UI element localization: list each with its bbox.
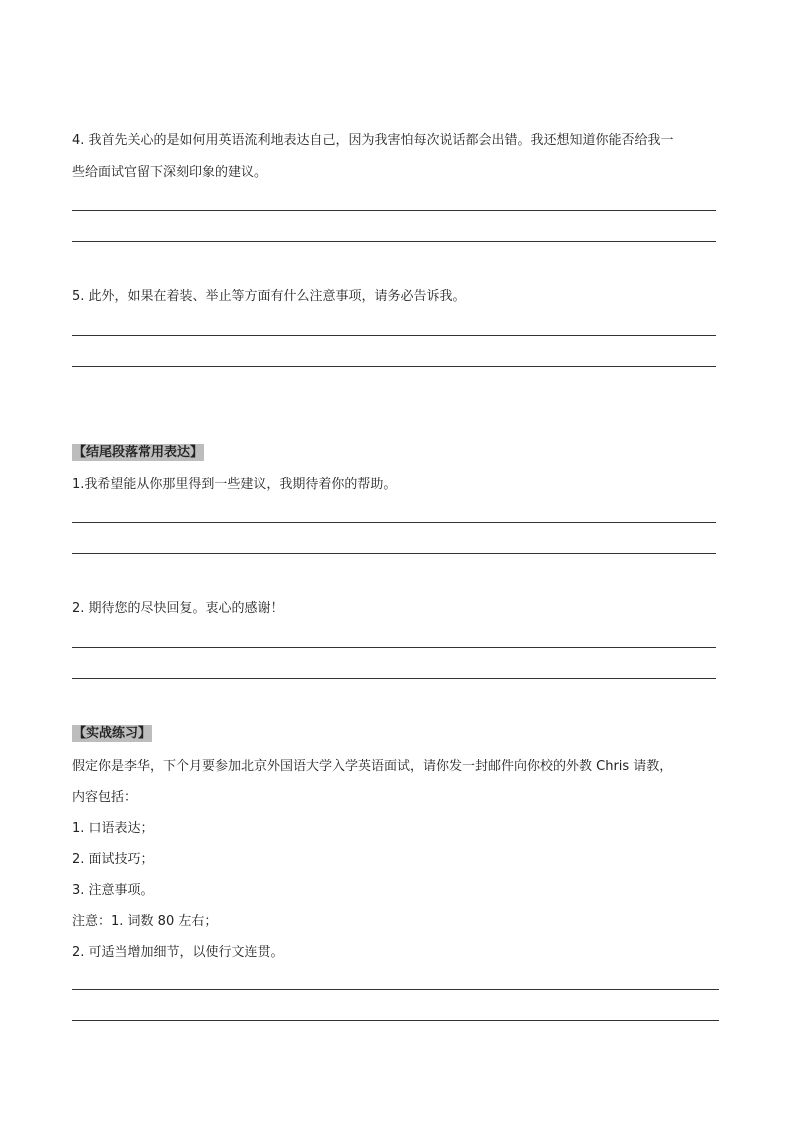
answer-line: [72, 241, 716, 242]
practice-prompt-line-1: 假定你是李华，下个月要参加北京外国语大学入学英语面试，请你发一封邮件向你校的外教 Chris 请教，: [72, 759, 673, 774]
practice-note-line-2: 2. 可适当增加细节，以使行文连贯。: [72, 945, 284, 960]
practice-note-line-1: 注意：1. 词数 80 左右；: [72, 914, 218, 929]
question-4-line-1: 4. 我首先关心的是如何用英语流利地表达自己，因为我害怕每次说话都会出错。我还想知道你能否给我一: [72, 133, 674, 148]
practice-point-2: 2. 面试技巧；: [72, 852, 154, 867]
closing-item-1: 1.我希望能从你那里得到一些建议，我期待着你的帮助。: [72, 477, 397, 492]
answer-line: [72, 678, 716, 679]
practice-point-1: 1. 口语表达；: [72, 821, 154, 836]
question-5: 5. 此外，如果在着装、举止等方面有什么注意事项，请务必告诉我。: [72, 289, 466, 304]
closing-section-heading: 【结尾段落常用表达】: [73, 445, 204, 460]
answer-line: [72, 210, 716, 211]
practice-section-heading: 【实战练习】: [73, 726, 152, 741]
writing-line: [72, 989, 719, 990]
answer-line: [72, 647, 716, 648]
answer-line: [72, 553, 716, 554]
answer-line: [72, 335, 716, 336]
closing-item-2: 2. 期待您的尽快回复。衷心的感谢！: [72, 601, 284, 616]
question-4-line-2: 些给面试官留下深刻印象的建议。: [72, 165, 268, 180]
answer-line: [72, 522, 716, 523]
practice-prompt-line-2: 内容包括：: [72, 790, 138, 805]
practice-point-3: 3. 注意事项。: [72, 883, 154, 898]
writing-line: [72, 1020, 719, 1021]
answer-line: [72, 366, 716, 367]
